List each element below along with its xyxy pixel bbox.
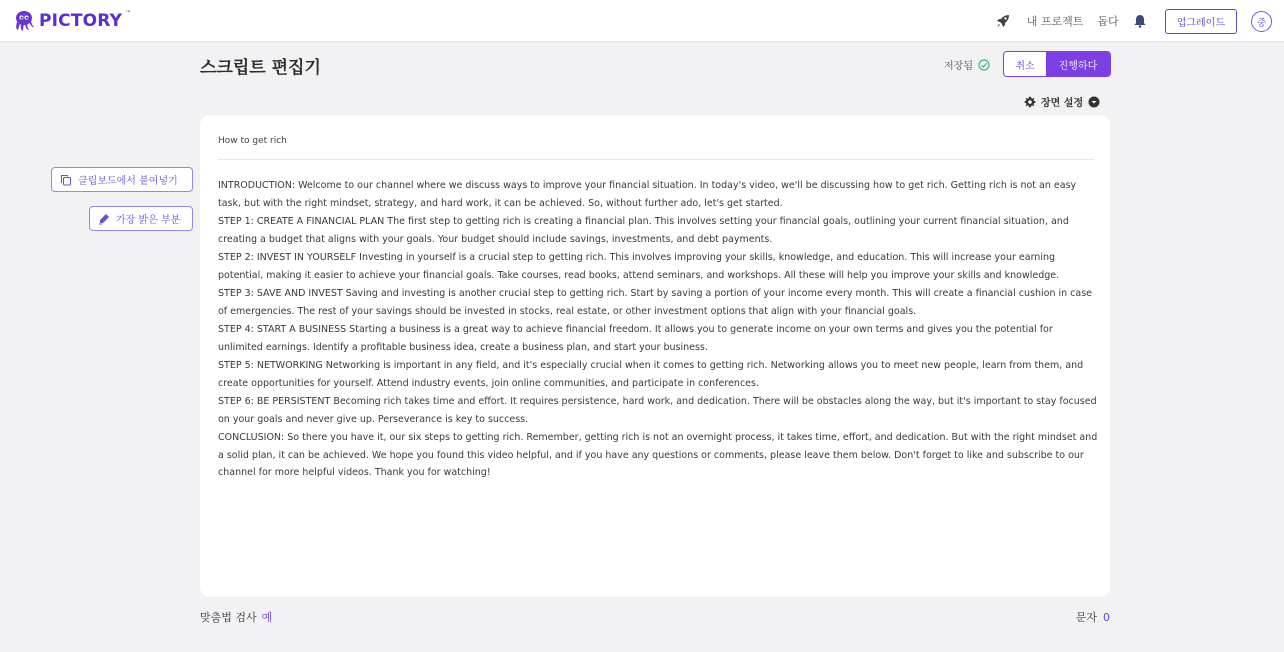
script-paragraph[interactable]: STEP 3: SAVE AND INVEST Saving and investing is another crucial step to getting rich. Start by saving a portion of your income every month. This will create a financial cushion in case of emergencies. The rest of your savings should be invested in stocks, real estate, or other investment options that align with your financial goals. bbox=[218, 288, 1093, 317]
octopus-logo-icon bbox=[12, 9, 36, 33]
my-projects-link[interactable]: 내 프로젝트 bbox=[1026, 15, 1084, 28]
saved-status bbox=[944, 57, 990, 72]
rocket-icon[interactable] bbox=[995, 13, 1011, 29]
brand-name: PICTORY bbox=[39, 11, 123, 31]
saved-label: 저장됨 bbox=[944, 61, 973, 72]
script-paragraph[interactable]: STEP 5: NETWORKING Networking is important in any field, and it's especially crucial when it comes to getting rich. Networking allows you to meet new people, learn from them, and create opportunities for yourself. Attend industry events, join online communities, and participate in conferences. bbox=[218, 360, 1084, 389]
nav-actions bbox=[995, 8, 1272, 34]
character-count-value: 0 bbox=[1103, 611, 1110, 624]
character-count bbox=[1076, 609, 1110, 625]
spellcheck-toggle[interactable] bbox=[200, 609, 272, 625]
script-paragraph[interactable]: STEP 4: START A BUSINESS Starting a business is a great way to achieve financial freedom. It allows you to generate income on your own terms and gives you the potential for unlimited earnings. Identify a profitable business idea, create a business plan, and start your business. bbox=[218, 324, 1053, 353]
action-button-group bbox=[1003, 51, 1111, 77]
script-title[interactable]: How to get rich bbox=[218, 136, 1094, 160]
bell-icon[interactable] bbox=[1133, 14, 1147, 28]
user-avatar[interactable]: 중 bbox=[1251, 11, 1272, 32]
help-link[interactable]: 돕다 bbox=[1097, 15, 1119, 28]
proceed-button[interactable]: 진행하다 bbox=[1046, 52, 1110, 76]
highlight-button[interactable] bbox=[89, 206, 193, 231]
paste-from-clipboard-label: 클립보드에서 붙여넣기 bbox=[78, 176, 178, 187]
script-paragraph[interactable]: STEP 1: CREATE A FINANCIAL PLAN The first step to getting rich is creating a financial plan. This involves setting your financial goals, outlining your current financial situation, and creating a budget that aligns with your goals. Your budget should include savings, investments, and debt payments. bbox=[218, 216, 1069, 245]
upgrade-button[interactable]: 업그레이드 bbox=[1165, 9, 1237, 34]
copy-icon bbox=[60, 174, 72, 186]
page-title: 스크립트 편집기 bbox=[200, 58, 321, 78]
spellcheck-value[interactable]: 예 bbox=[261, 611, 273, 624]
chevron-down-circle-icon bbox=[1088, 96, 1100, 108]
character-count-label: 문자 bbox=[1075, 611, 1097, 624]
gear-icon bbox=[1024, 96, 1036, 108]
script-paragraph[interactable]: CONCLUSION: So there you have it, our six steps to getting rich. Remember, getting rich is not an overnight process, it takes time, effort, and dedication. But with the right mindset and a solid plan, it can be achieved. We hope you found this video helpful, and if you have any questions or comments, please leave them below. Don't forget to like and subscribe to our channel for more helpful videos. Thank you for watching! bbox=[218, 432, 1098, 478]
script-paragraph[interactable]: STEP 2: INVEST IN YOURSELF Investing in yourself is a crucial step to getting rich. This involves improving your skills, knowledge, and education. This will increase your earning potential, making it easier to achieve your financial goals. Take courses, read books, attend seminars, and workshops. All these will help you improve your skills and knowledge. bbox=[218, 252, 1060, 281]
highlighter-icon bbox=[98, 213, 110, 225]
trademark-mark: ™ bbox=[125, 10, 132, 17]
script-paragraph[interactable]: STEP 6: BE PERSISTENT Becoming rich takes time and effort. It requires persistence, hard work, and dedication. There will be obstacles along the way, but it's important to stay focused on your goals and never give up. Perseverance is key to success. bbox=[218, 396, 1097, 425]
top-navigation-bar bbox=[0, 0, 1284, 42]
pictory-logo[interactable] bbox=[12, 8, 131, 34]
scene-settings-toggle[interactable] bbox=[1024, 94, 1100, 109]
script-body[interactable] bbox=[218, 177, 1098, 483]
cancel-button[interactable]: 취소 bbox=[1004, 52, 1046, 76]
highlight-label: 가장 밝은 부분 bbox=[116, 215, 181, 226]
spellcheck-label: 맞춤법 검사 bbox=[200, 611, 257, 624]
check-circle-icon bbox=[978, 59, 990, 71]
script-paragraph[interactable]: INTRODUCTION: Welcome to our channel where we discuss ways to improve your financial situation. In today's video, we'll be discussing how to get rich. Getting rich is not an easy task, but with the right mindset, strategy, and hard work, it can be achieved. So, without further ado, let's get started. bbox=[218, 180, 1077, 209]
scene-settings-label: 장면 설정 bbox=[1041, 98, 1084, 109]
script-editor[interactable] bbox=[200, 115, 1110, 597]
paste-from-clipboard-button[interactable] bbox=[51, 167, 193, 192]
